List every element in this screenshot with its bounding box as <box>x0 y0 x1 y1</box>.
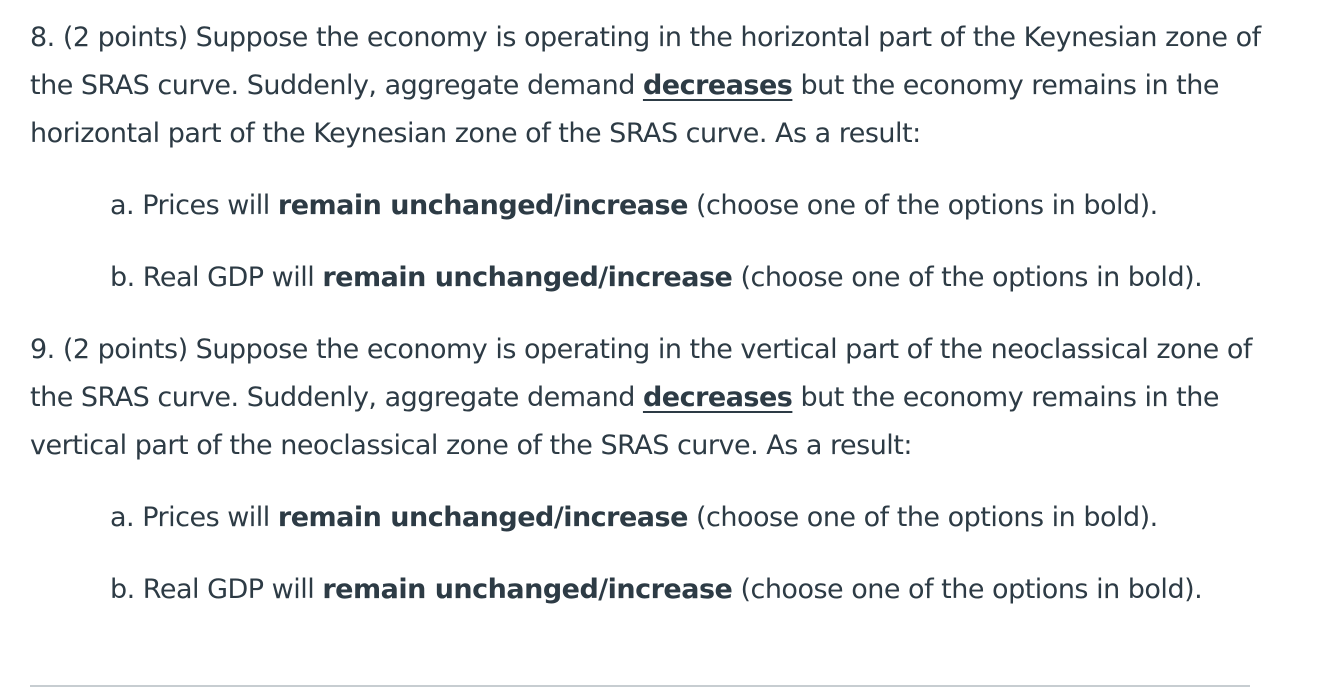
question-8-text-end: but the economy remains in the horizontal part of the Keynesian zone of the SRAS curve. As a result: <box>30 70 1219 149</box>
option-suffix: (choose one of the options in bold). <box>732 262 1203 293</box>
question-8-option-b <box>30 254 1270 302</box>
option-prefix: a. Prices will <box>110 502 278 533</box>
option-prefix: b. Real GDP will <box>110 262 323 293</box>
option-suffix: (choose one of the options in bold). <box>732 574 1203 605</box>
question-9-text-end: but the economy remains in the vertical part of the neoclassical zone of the SRAS curve. As a result: <box>30 382 1219 461</box>
question-9-emphasis: decreases <box>642 382 793 413</box>
option-choices: remain unchanged/increase <box>322 262 733 293</box>
quiz-content <box>30 14 1270 614</box>
question-9-option-b <box>30 566 1270 614</box>
option-prefix: a. Prices will <box>110 190 278 221</box>
option-suffix: (choose one of the options in bold). <box>687 190 1158 221</box>
question-8 <box>30 14 1270 158</box>
question-8-option-a <box>30 182 1270 230</box>
question-9 <box>30 326 1270 470</box>
option-prefix: b. Real GDP will <box>110 574 323 605</box>
question-9-option-a <box>30 494 1270 542</box>
divider <box>30 685 1250 687</box>
question-9-text: 9. (2 points) Suppose the economy is operating in the vertical part of the neoclassical zone of the SRAS curve. Suddenly, aggregate demand <box>30 334 1252 413</box>
option-choices: remain unchanged/increase <box>277 502 688 533</box>
question-8-text: 8. (2 points) Suppose the economy is operating in the horizontal part of the Keynesian zone of the SRAS curve. Suddenly, aggregate demand <box>30 22 1261 101</box>
question-8-emphasis: decreases <box>642 70 793 101</box>
option-choices: remain unchanged/increase <box>322 574 733 605</box>
option-choices: remain unchanged/increase <box>277 190 688 221</box>
option-suffix: (choose one of the options in bold). <box>687 502 1158 533</box>
